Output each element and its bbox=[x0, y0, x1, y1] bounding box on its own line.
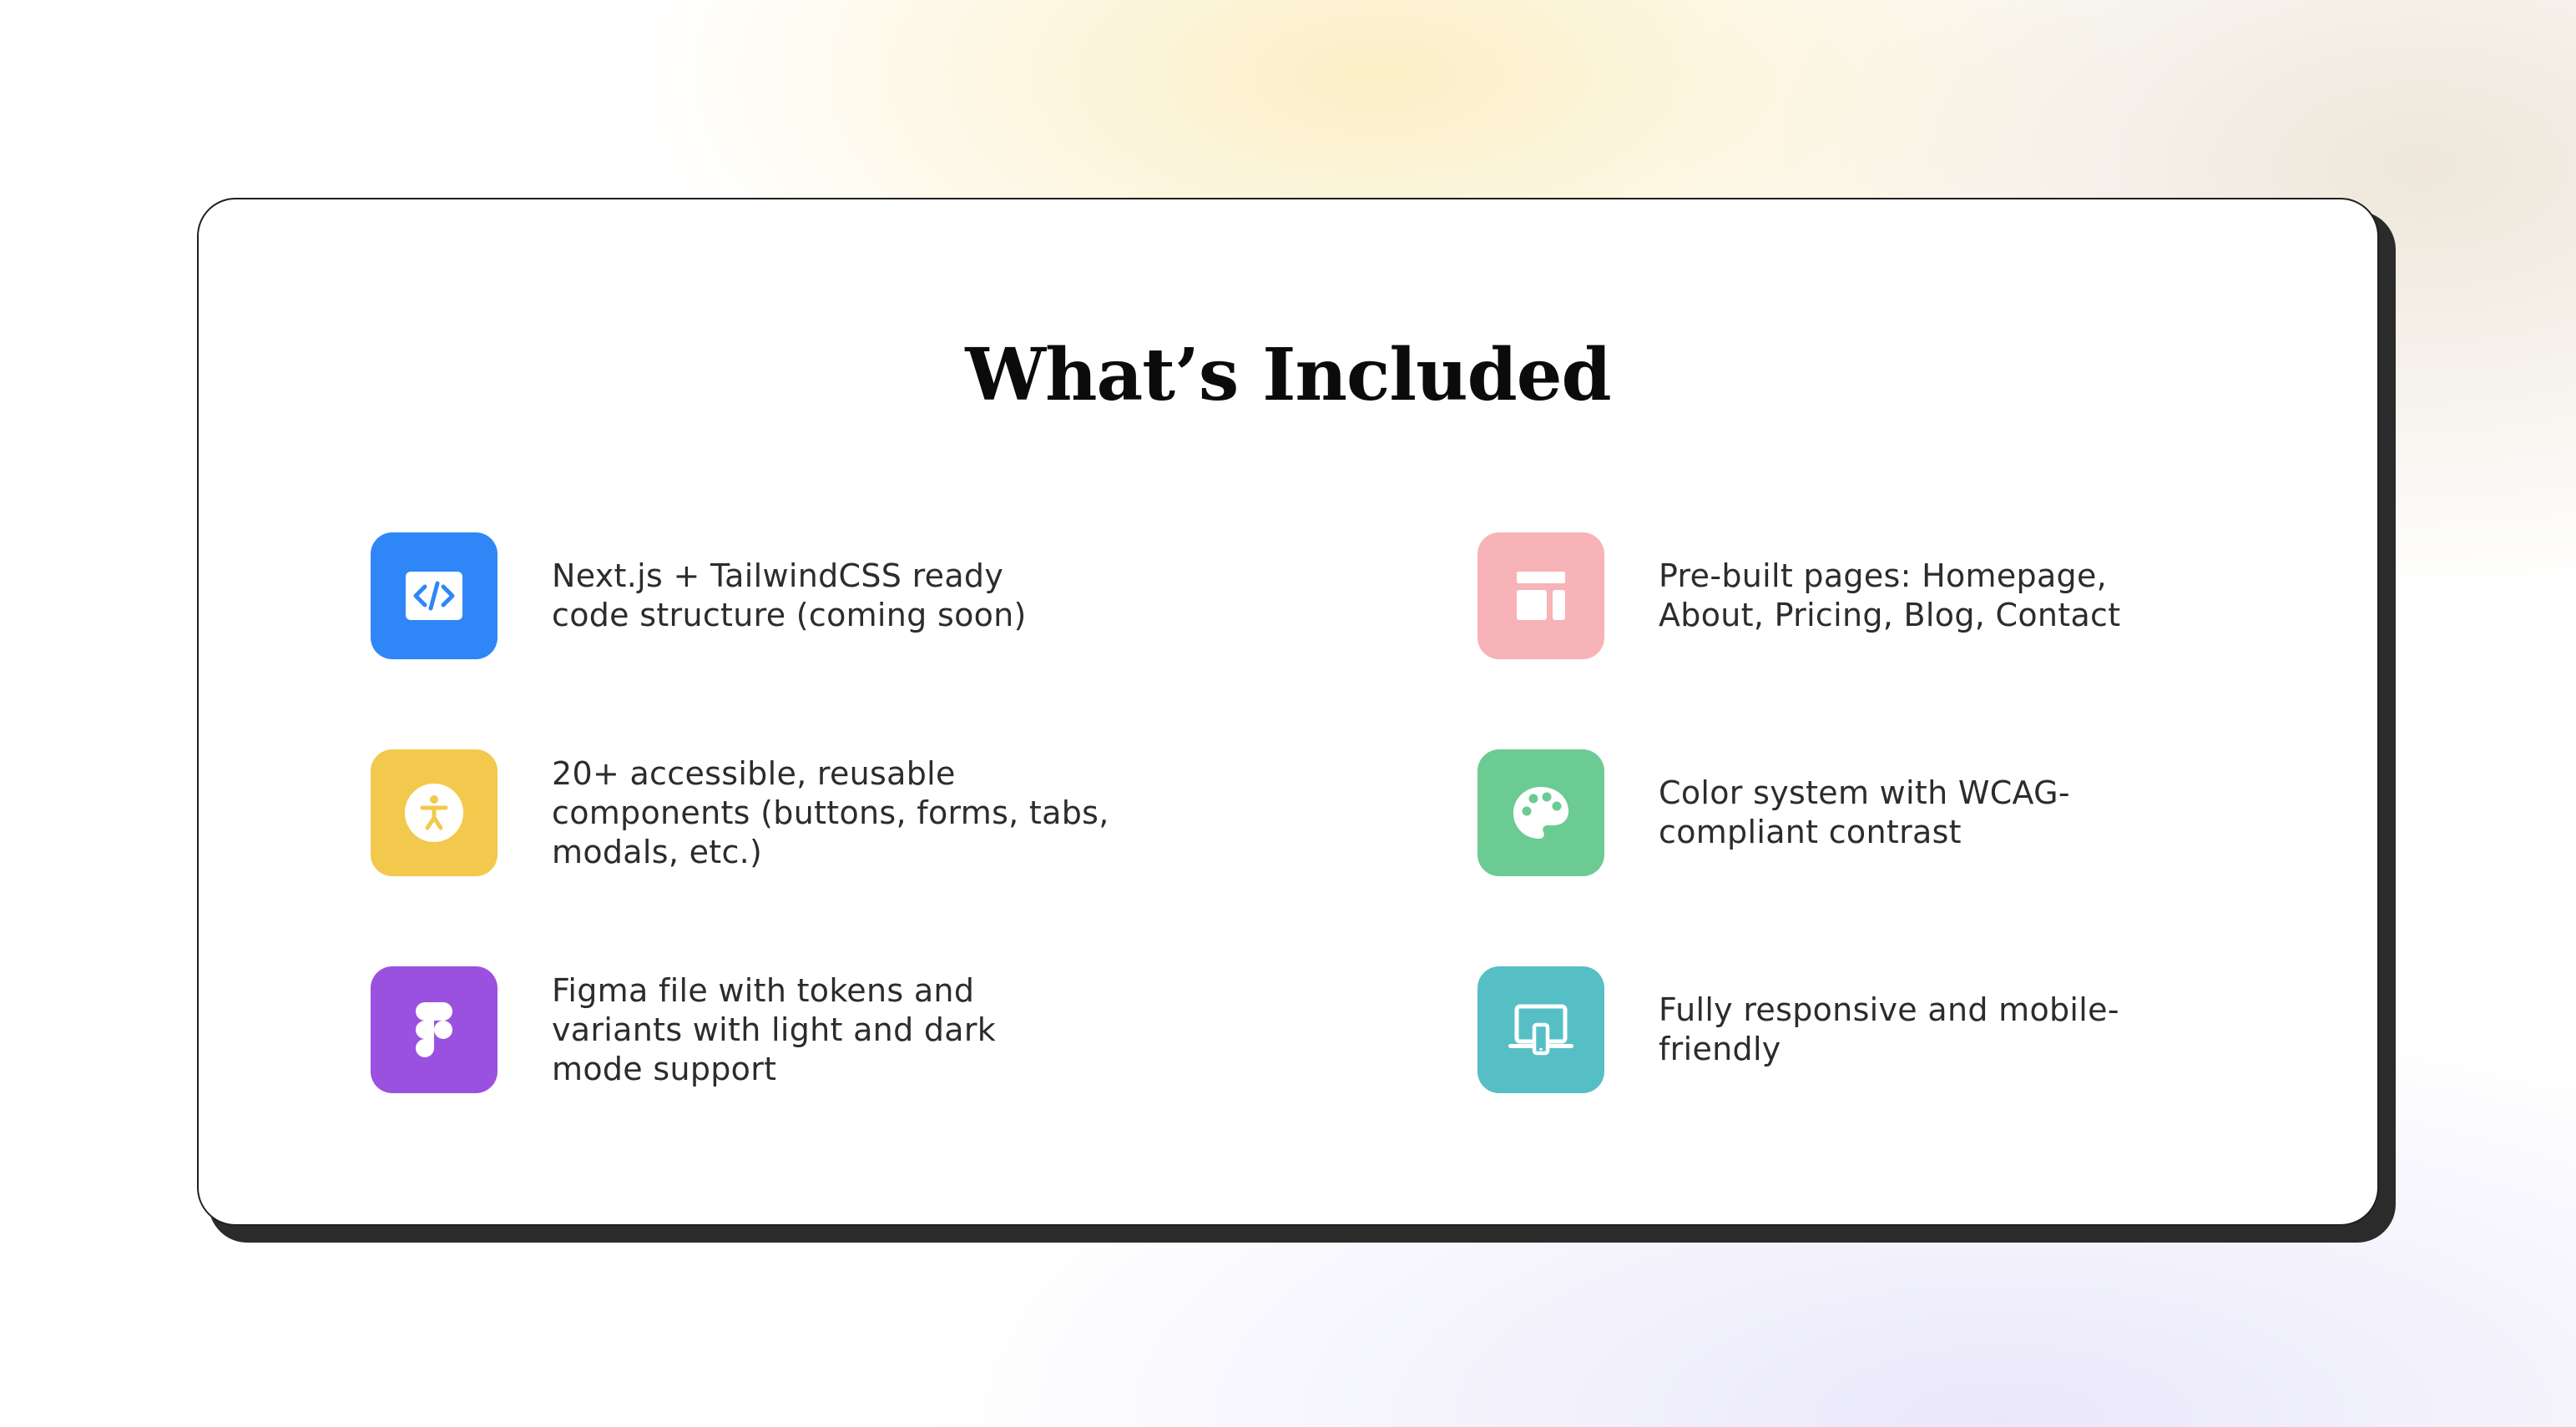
accessibility-icon bbox=[371, 749, 498, 876]
palette-icon bbox=[1477, 749, 1604, 876]
feature-text-line: modals, etc.) bbox=[552, 833, 763, 870]
figma-icon bbox=[371, 966, 498, 1093]
feature-text-line: Next.js + TailwindCSS ready bbox=[552, 557, 1004, 594]
feature-item-components bbox=[371, 749, 1153, 876]
feature-text-line: code structure (coming soon) bbox=[552, 597, 1027, 633]
feature-text bbox=[1659, 557, 2260, 635]
feature-text-line: Color system with WCAG- bbox=[1659, 774, 2070, 811]
feature-text bbox=[552, 971, 1153, 1089]
feature-text bbox=[552, 557, 1153, 635]
features-card bbox=[197, 198, 2379, 1226]
code-icon bbox=[371, 532, 498, 659]
feature-text-line: mode support bbox=[552, 1050, 777, 1087]
layout-icon bbox=[1477, 532, 1604, 659]
feature-item-figma bbox=[371, 966, 1153, 1093]
feature-text-line: friendly bbox=[1659, 1031, 1781, 1067]
feature-item-code bbox=[371, 532, 1153, 659]
feature-text bbox=[1659, 991, 2260, 1069]
feature-text bbox=[552, 754, 1153, 872]
feature-text-line: Fully responsive and mobile- bbox=[1659, 991, 2119, 1028]
feature-item-pages bbox=[1477, 532, 2260, 659]
feature-item-responsive bbox=[1477, 966, 2260, 1093]
devices-icon bbox=[1477, 966, 1604, 1093]
feature-text-line: Figma file with tokens and bbox=[552, 971, 975, 1009]
feature-text-line: variants with light and dark bbox=[552, 1011, 997, 1048]
page-title: What’s Included bbox=[965, 333, 1611, 417]
feature-text bbox=[1659, 774, 2260, 852]
feature-text-line: Pre-built pages: Homepage, bbox=[1659, 557, 2108, 594]
feature-text-line: About, Pricing, Blog, Contact bbox=[1659, 597, 2121, 633]
feature-text-line: components (buttons, forms, tabs, bbox=[552, 794, 1109, 831]
feature-text-line: 20+ accessible, reusable bbox=[552, 754, 956, 792]
feature-item-color-system bbox=[1477, 749, 2260, 876]
feature-text-line: compliant contrast bbox=[1659, 814, 1962, 850]
